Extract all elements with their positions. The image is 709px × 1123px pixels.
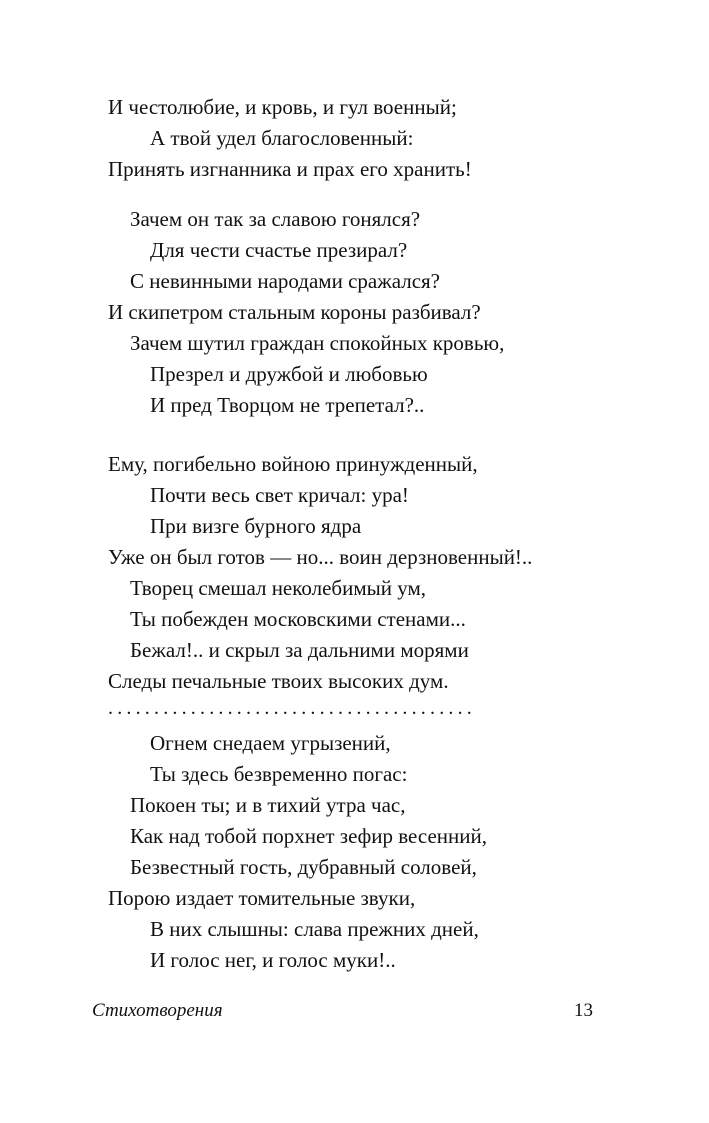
poem-line: Ты побежден московскими стенами... — [130, 607, 466, 631]
poem-line: Творец смешал неколебимый ум, — [130, 576, 426, 600]
stanza-break — [108, 185, 628, 204]
poem-line: Зачем шутил граждан спокойных кровью, — [130, 331, 505, 355]
poem-text — [108, 92, 628, 976]
poem-line: И голос нег, и голос муки!.. — [150, 948, 396, 972]
poem-line: Принять изгнанника и прах его хранить! — [108, 157, 472, 181]
stanza-break — [108, 421, 628, 449]
poem-line: Зачем он так за славою гонялся? — [130, 207, 421, 231]
poem-line: Огнем снедаем угрызений, — [150, 731, 391, 755]
poem-line: И честолюбие, и кровь, и гул военный; — [108, 95, 457, 119]
poem-line: Покоен ты; и в тихий утра час, — [130, 793, 406, 817]
poem-line: С невинными народами сражался? — [130, 269, 441, 293]
poem-line: Почти весь свет кричал: ура! — [150, 483, 409, 507]
section-separator: ........................................ — [108, 697, 476, 719]
poem-line: Ему, погибельно войною принужденный, — [108, 452, 478, 476]
poem-line: И пред Творцом не трепетал?.. — [150, 393, 425, 417]
poem-line: Ты здесь безвременно погас: — [150, 762, 408, 786]
poem-line: В них слышны: слава прежних дней, — [150, 917, 479, 941]
poem-line: Порою издает томительные звуки, — [108, 886, 416, 910]
poem-line: Для чести счастье презирал? — [150, 238, 408, 262]
poem-line: Безвестный гость, дубравный соловей, — [130, 855, 477, 879]
poem-line: А твой удел благословенный: — [150, 126, 414, 150]
poem-line: Бежал!.. и скрыл за дальними морями — [130, 638, 469, 662]
poem-line: Как над тобой порхнет зефир весенний, — [130, 824, 487, 848]
poem-line: При визге бурного ядра — [150, 514, 362, 538]
poem-line: Презрел и дружбой и любовью — [150, 362, 428, 386]
poem-line: Следы печальные твоих высоких дум. — [108, 669, 449, 693]
running-footer-title: Стихотворения — [92, 1000, 223, 1021]
poem-line: Уже он был готов — но... воин дерзновенный!.. — [108, 545, 533, 569]
page-number: 13 — [574, 1000, 593, 1021]
poem-line: И скипетром стальным короны разбивал? — [108, 300, 481, 324]
